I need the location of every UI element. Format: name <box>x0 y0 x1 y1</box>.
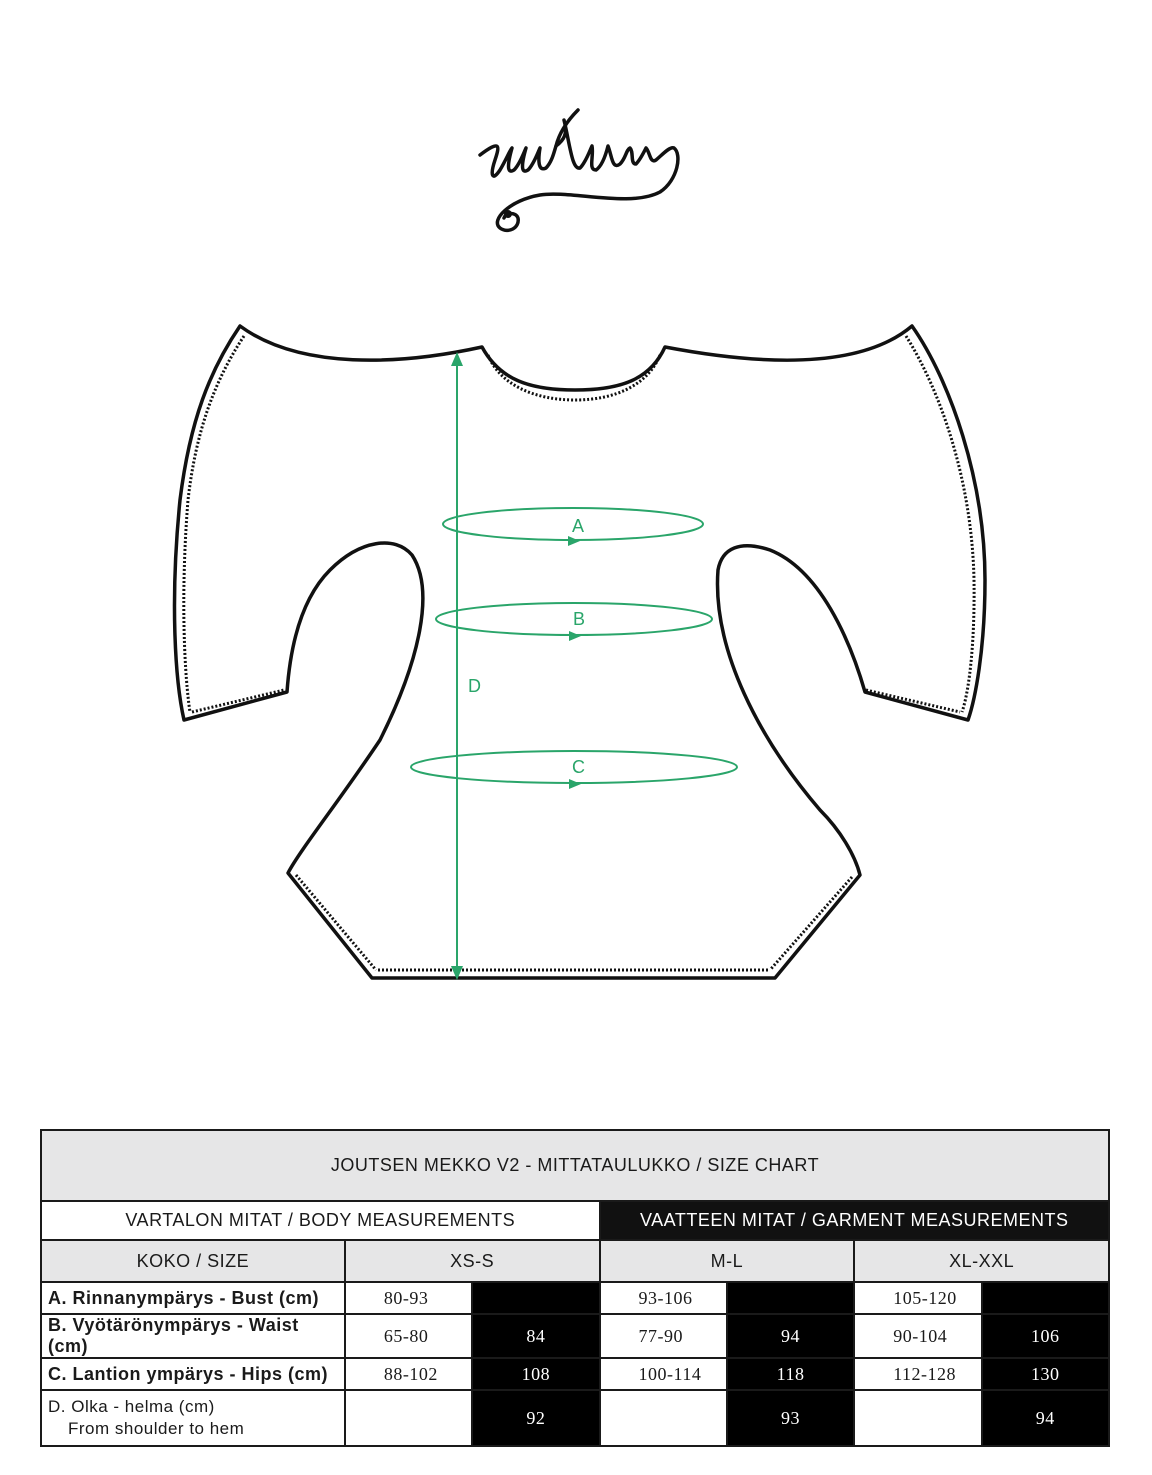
garment-value: 106 <box>982 1314 1109 1358</box>
label-c: C <box>572 757 585 777</box>
table-row <box>41 1358 1109 1390</box>
section-garment-measurements: VAATTEEN MITAT / GARMENT MEASUREMENTS <box>600 1201 1109 1240</box>
size-col: XS-S <box>345 1240 600 1282</box>
garment-value <box>472 1282 599 1314</box>
garment-value: 94 <box>727 1314 854 1358</box>
size-col: M-L <box>600 1240 855 1282</box>
body-value: 100-114 <box>600 1358 727 1390</box>
body-value: 105-120 <box>854 1282 981 1314</box>
stitch-lines <box>184 336 974 970</box>
garment-value: 94 <box>982 1390 1109 1446</box>
body-value: 90-104 <box>854 1314 981 1358</box>
size-header: KOKO / SIZE <box>41 1240 345 1282</box>
row-label-line2: From shoulder to hem <box>68 1419 245 1438</box>
body-value <box>854 1390 981 1446</box>
body-value: 93-106 <box>600 1282 727 1314</box>
body-value <box>345 1390 472 1446</box>
neckline <box>482 347 575 378</box>
row-label: B. Vyötärönympärys - Waist (cm) <box>41 1314 345 1358</box>
body-value: 80-93 <box>345 1282 472 1314</box>
row-label: A. Rinnanympärys - Bust (cm) <box>41 1282 345 1314</box>
garment-value <box>727 1282 854 1314</box>
row-label: C. Lantion ympärys - Hips (cm) <box>41 1358 345 1390</box>
garment-value: 108 <box>472 1358 599 1390</box>
label-d: D <box>468 676 481 696</box>
body-value <box>600 1390 727 1446</box>
measurement-lines <box>411 360 737 972</box>
garment-value: 84 <box>472 1314 599 1358</box>
row-label <box>41 1390 345 1446</box>
chart-title: JOUTSEN MEKKO V2 - MITTATAULUKKO / SIZE CHART <box>41 1130 1109 1201</box>
garment-value: 92 <box>472 1390 599 1446</box>
body-value: 112-128 <box>854 1358 981 1390</box>
table-row <box>41 1314 1109 1358</box>
garment-outline <box>174 326 985 978</box>
measurement-arrows <box>451 352 581 980</box>
garment-value: 93 <box>727 1390 854 1446</box>
size-chart <box>40 1129 1110 1447</box>
garment-value: 118 <box>727 1358 854 1390</box>
body-value: 88-102 <box>345 1358 472 1390</box>
size-col: XL-XXL <box>854 1240 1109 1282</box>
row-label-line1: D. Olka - helma (cm) <box>48 1397 215 1416</box>
section-body-measurements: VARTALON MITAT / BODY MEASUREMENTS <box>41 1201 600 1240</box>
body-value: 77-90 <box>600 1314 727 1358</box>
label-a: A <box>572 516 585 536</box>
body-value: 65-80 <box>345 1314 472 1358</box>
garment-value <box>982 1282 1109 1314</box>
garment-value: 130 <box>982 1358 1109 1390</box>
table-row <box>41 1282 1109 1314</box>
table-row <box>41 1390 1109 1446</box>
label-b: B <box>573 609 586 629</box>
